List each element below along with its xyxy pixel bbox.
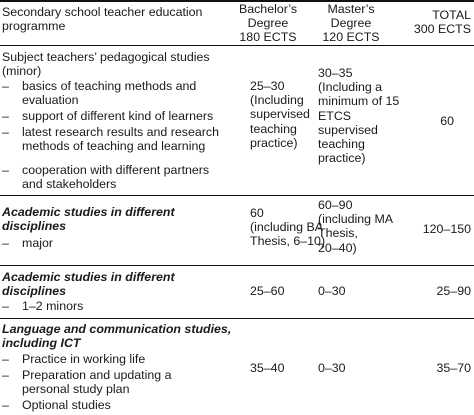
- row1-title: Subject teachers’ pedagogical studies (minor): [2, 50, 210, 79]
- row4-title: Language and communication studies, including ICT: [2, 322, 232, 351]
- row2-bachelor: 60 (including BA Thesis, 6–10): [250, 206, 326, 249]
- row2-title: Academic studies in different disciplines: [2, 205, 175, 234]
- row2-master: 60–90 (including MA Thesis, 20–40): [318, 198, 394, 255]
- list-bullet: –: [2, 109, 9, 123]
- list-bullet: –: [2, 236, 9, 250]
- list-item: 1–2 minors: [22, 299, 84, 313]
- row2-rule: [0, 265, 474, 266]
- list-bullet: –: [2, 398, 9, 412]
- row4-bachelor: 35–40: [250, 361, 285, 375]
- row3-rule: [0, 318, 474, 319]
- list-bullet: –: [2, 352, 9, 366]
- list-item: latest research results and research methods of teaching and learning: [22, 125, 219, 154]
- list-bullet: –: [2, 79, 9, 93]
- list-item: Preparation and updating a personal study plan: [22, 368, 172, 397]
- list-item: basics of teaching methods and evaluation: [22, 79, 197, 108]
- list-item: Optional studies: [22, 398, 111, 412]
- list-bullet: –: [2, 299, 9, 313]
- list-item: Practice in working life: [22, 352, 146, 366]
- row3-total: 25–90: [436, 284, 471, 298]
- row3-title: Academic studies in different disciplines: [2, 270, 175, 299]
- row2-total: 120–150: [422, 222, 471, 236]
- row4-total: 35–70: [436, 361, 471, 375]
- row2-items: [2, 236, 230, 252]
- row4-items: [2, 352, 230, 414]
- row1-master: 30–35 (Including a minimum of 15 ETCS supervised teaching practice): [318, 66, 400, 166]
- row1-items: [2, 79, 230, 191]
- list-bullet: –: [2, 368, 9, 382]
- list-bullet: –: [2, 125, 9, 139]
- row3-master: 0–30: [318, 284, 346, 298]
- header-total: TOTAL 300 ECTS: [413, 8, 471, 37]
- header-master: Master’s Degree 120 ECTS: [322, 2, 380, 45]
- row1-total: 60: [440, 114, 454, 128]
- row3-items: [2, 299, 230, 315]
- header-programme: Secondary school teacher education programme: [2, 5, 203, 34]
- list-item: major: [22, 236, 53, 250]
- row4-master: 0–30: [318, 361, 346, 375]
- header-rule: [0, 45, 474, 46]
- row3-bachelor: 25–60: [250, 284, 285, 298]
- list-item: support of different kind of learners: [22, 109, 214, 123]
- row1-bachelor: 25–30 (Including supervised teaching practice): [250, 79, 310, 150]
- list-bullet: –: [2, 163, 9, 177]
- header-bachelor: Bachelor’s Degree 180 ECTS: [238, 2, 298, 45]
- row1-rule: [0, 195, 474, 196]
- list-item: cooperation with different partners and stakeholders: [22, 163, 210, 192]
